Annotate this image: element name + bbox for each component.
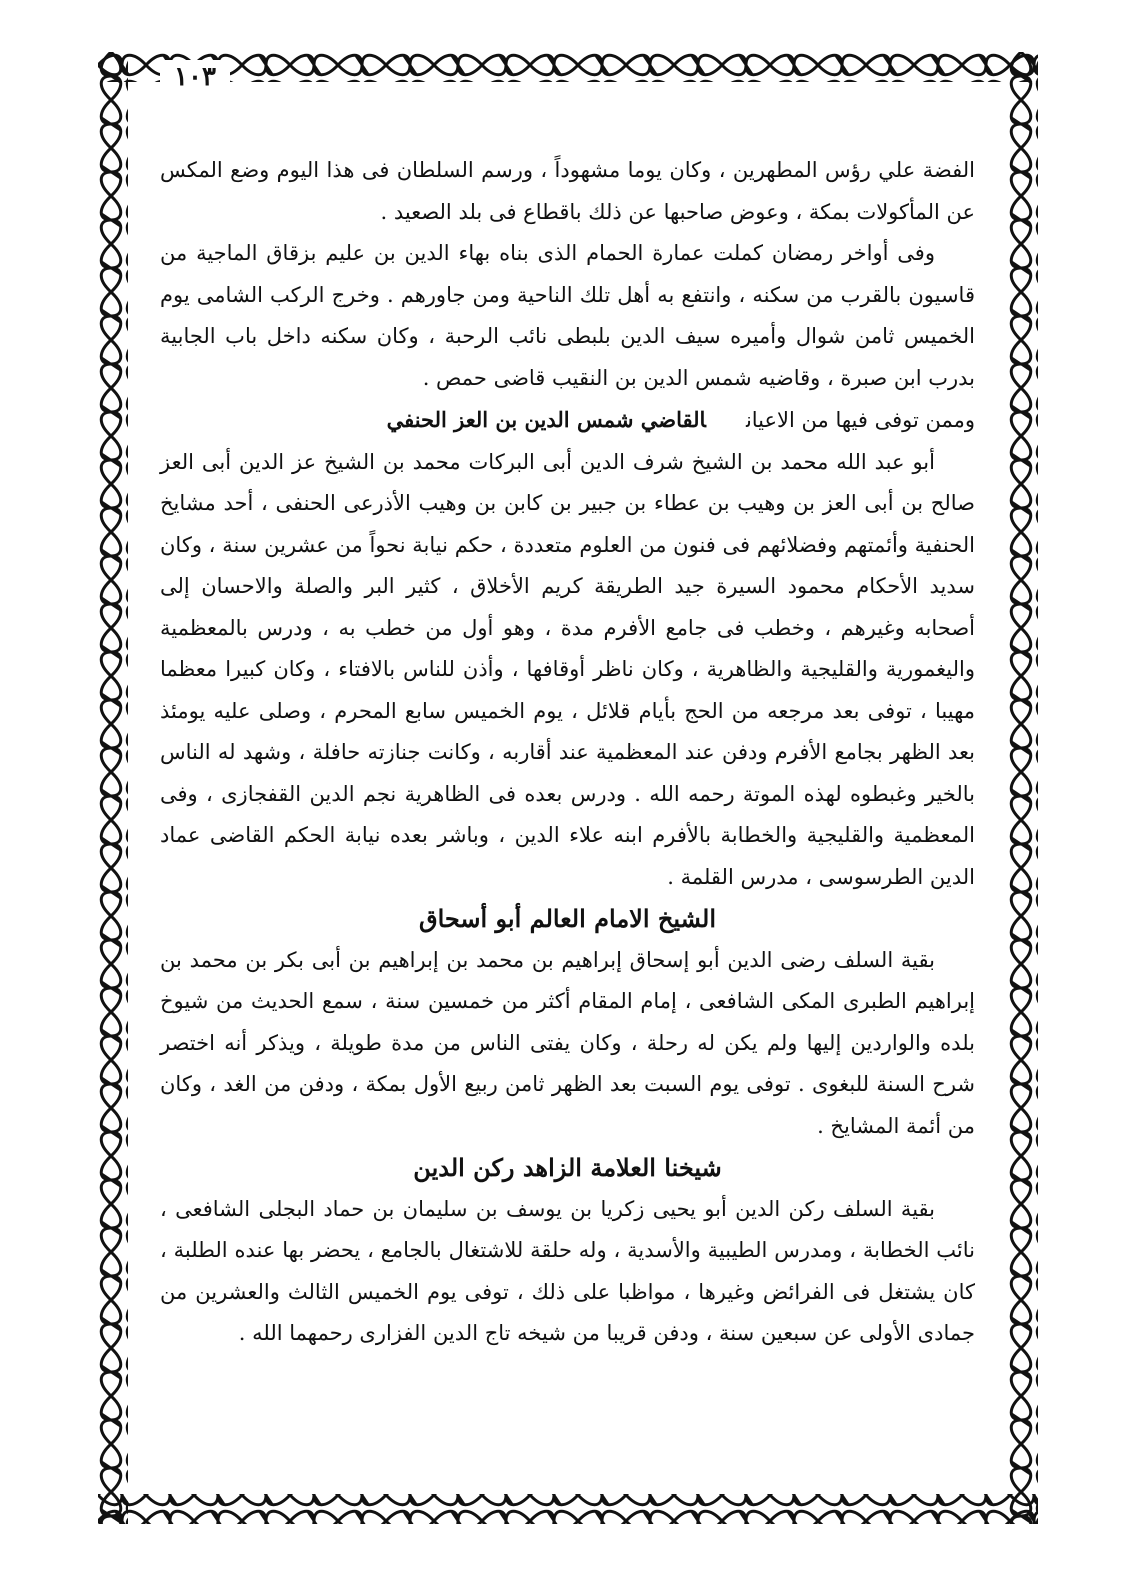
paragraph-ibn-al-izz: أبو عبد الله محمد بن الشيخ شرف الدين أبى البركات محمد بن الشيخ عز الدين أبى العز صالح بن أبى العز بن وهيب بن عطاء بن جبير بن كابن بن وهيب الأذرعى الحنفى ، أحد مشايخ الحنفية وأئمتهم وفضلائهم فى فنون من العلوم متعددة ، حكم نيابة نحواً من عشرين سنة ، وكان سديد الأحكام محمود السيرة جيد الطريقة كريم الأخلاق ، كثير البر والصلة والاحسان إلى أصحابه وغيرهم ، وخطب فى جامع الأفرم مدة ، وهو أول من خطب به ، ودرس بالمعظمية واليغمورية والقليجية والظاهرية ، وكان ناظر أوقافها ، وأذن للناس بالافتاء ، وكان كبيرا معظما مهيبا ، توفى بعد مرجعه من الحج بأيام قلائل ، يوم الخميس سابع المحرم ، وصلى عليه يومئذ بعد الظهر بجامع الأفرم ودفن عند المعظمية عند أقاربه ، وكانت جنازته حافلة ، وشهد له الناس بالخير وغبطوه لهذه الموتة رحمه الله . ودرس بعده فى الظاهرية نجم الدين القفجازى ، وفى المعظمية والقليجية والخطابة بالأفرم ابنه علاء الدين ، وباشر بعده نيابة الحكم القاضى عماد الدين الطرسوسى ، مدرس القلمة . — [160, 449, 975, 889]
page-number: ١٠٣ — [160, 60, 230, 94]
entry-title-abu-ishaq: الشيخ الامام العالم أبو أسحاق — [418, 904, 717, 933]
border-top — [98, 52, 1038, 82]
paragraph-abu-ishaq: بقية السلف رضى الدين أبو إسحاق إبراهيم بن محمد بن إبراهيم بن أبى بكر بن محمد بن إبراهيم الطبرى المكى الشافعى ، إمام المقام أكثر من خمسين سنة ، سمع الحديث من شيوخ بلده والواردين إليها ولم يكن له رحلة ، وكان يفتى الناس من مدة طويلة ، ويذكر أنه اختصر شرح السنة للبغوى . توفى يوم السبت بعد الظهر ثامن ربيع الأول بمكة ، ودفن من الغد ، وكان من أئمة المشايخ . — [160, 947, 975, 1138]
border-right — [1008, 52, 1038, 1524]
page-body — [160, 150, 975, 1355]
border-left — [98, 52, 128, 1524]
entry-title-ibn-al-izz: القاضي شمس الدين بن العز الحنفي — [386, 407, 706, 432]
entry-title-rukn-al-din: شيخنا العلامة الزاهد ركن الدين — [413, 1153, 722, 1182]
deaths-intro-line — [160, 399, 975, 442]
paragraph-rukn-al-din: بقية السلف ركن الدين أبو يحيى زكريا بن يوسف بن سليمان بن حماد البجلى الشافعى ، نائب الخطابة ، ومدرس الطيبية والأسدية ، وله حلقة للاشتغال بالجامع ، يحضر بها عنده الطلبة ، كان يشتغل فى الفرائض وغيرها ، مواظبا على ذلك ، توفى يوم الخميس الثالث والعشرين من جمادى الأولى عن سبعين سنة ، ودفن قريبا من شيخه تاج الدين الفزارى رحمهما الله . — [160, 1196, 975, 1345]
border-bottom — [98, 1494, 1038, 1524]
deaths-intro: وممن توفى فيها من الاعيان — [745, 408, 975, 432]
paragraph-ramadan: وفى أواخر رمضان كملت عمارة الحمام الذى بناه بهاء الدين بن عليم بزقاق الماجية من قاسيون بالقرب من سكنه ، وانتفع به أهل تلك الناحية ومن جاورهم . وخرج الركب الشامى يوم الخميس ثامن شوال وأميره سيف الدين بلبطى نائب الرحبة ، وكان سكنه داخل باب الجابية بدرب ابن صبرة ، وقاضيه شمس الدين بن النقيب قاضى حمص . — [160, 241, 975, 390]
paragraph-continuation: الفضة علي رؤس المطهرين ، وكان يوما مشهوداً ، ورسم السلطان فى هذا اليوم وضع المكس عن المأكولات بمكة ، وعوض صاحبها عن ذلك باقطاع فى بلد الصعيد . — [160, 158, 975, 224]
